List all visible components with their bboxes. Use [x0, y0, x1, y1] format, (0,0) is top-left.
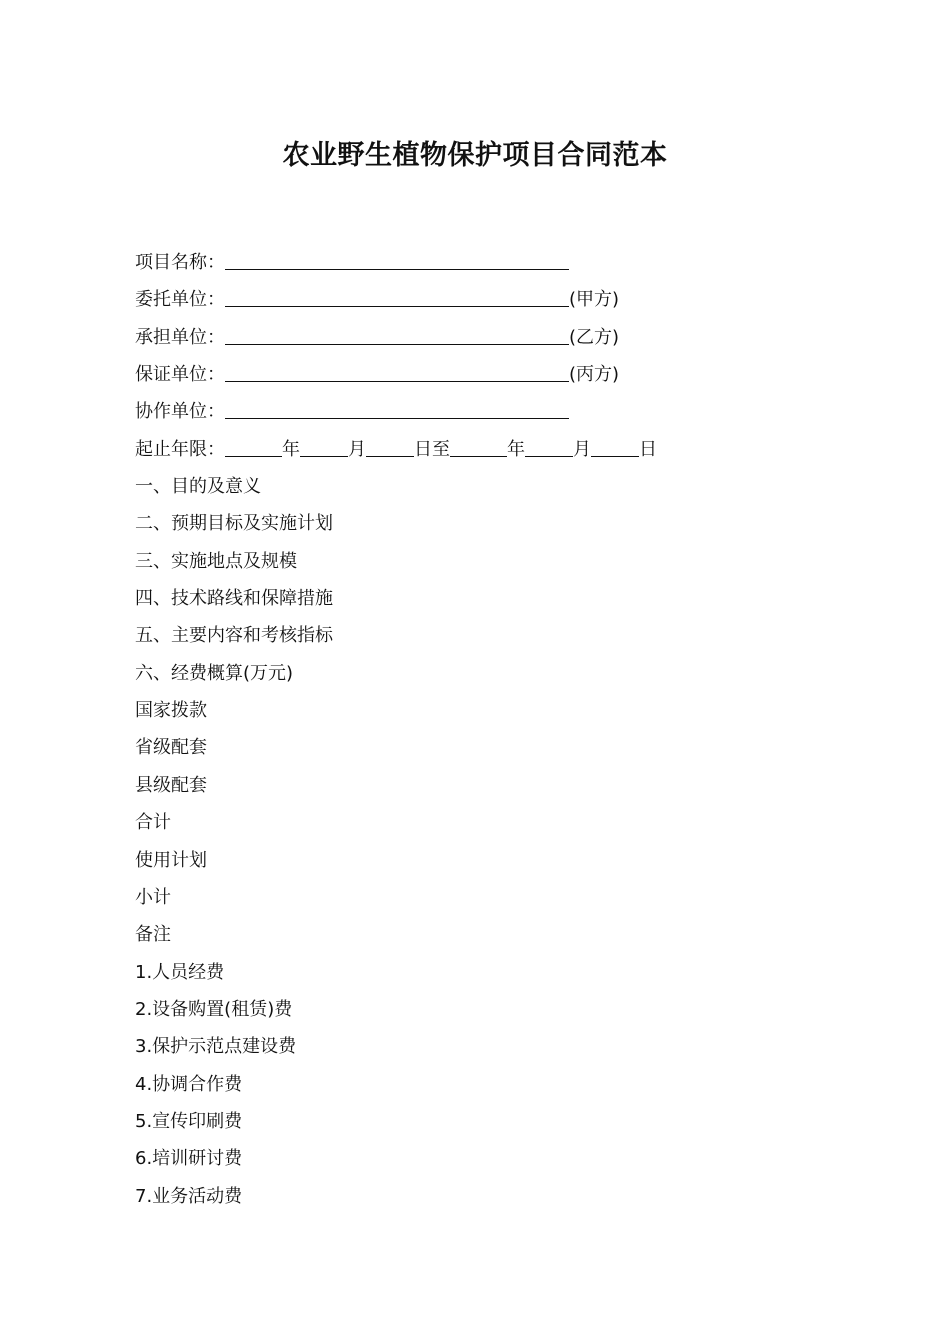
- cooperate-unit-label: 协作单位：: [135, 401, 225, 423]
- entrust-unit-row: [135, 281, 855, 318]
- end-day-blank[interactable]: [591, 438, 639, 457]
- expense-item: 3.保护示范点建设费: [135, 1036, 297, 1058]
- start-year-label: 年: [282, 438, 300, 460]
- project-name-blank[interactable]: [225, 251, 569, 270]
- end-month-blank[interactable]: [525, 438, 573, 457]
- budget-item: 省级配套: [135, 737, 207, 759]
- period-row: [135, 431, 855, 468]
- project-name-row: [135, 244, 855, 281]
- section-heading: 四、技术路线和保障措施: [135, 588, 333, 610]
- budget-item: 使用计划: [135, 849, 207, 871]
- budget-item: 备注: [135, 924, 171, 946]
- start-month-blank[interactable]: [300, 438, 348, 457]
- section-heading: 二、预期目标及实施计划: [135, 513, 333, 535]
- undertake-unit-label: 承担单位：: [135, 326, 225, 348]
- end-year-label: 年: [507, 438, 525, 460]
- end-day-label: 日: [639, 438, 657, 460]
- budget-item: 县级配套: [135, 774, 207, 796]
- undertake-unit-blank[interactable]: [225, 326, 569, 345]
- end-month-label: 月: [573, 438, 591, 460]
- budget-item: 合计: [135, 812, 171, 834]
- budget-item: 国家拨款: [135, 700, 207, 722]
- guarantee-unit-blank[interactable]: [225, 363, 569, 382]
- party-b-label: (乙方): [569, 326, 620, 348]
- document-title: 农业野生植物保护项目合同范本: [282, 140, 668, 171]
- party-c-label: (丙方): [569, 364, 620, 386]
- cooperate-unit-blank[interactable]: [225, 400, 569, 419]
- expense-item: 4.协调合作费: [135, 1073, 243, 1095]
- end-year-blank[interactable]: [450, 438, 507, 457]
- entrust-unit-blank[interactable]: [225, 288, 569, 307]
- start-day-to-label: 日至: [414, 438, 450, 460]
- entrust-unit-label: 委托单位：: [135, 289, 225, 311]
- cooperate-unit-row: [135, 393, 855, 430]
- start-day-blank[interactable]: [366, 438, 414, 457]
- start-month-label: 月: [348, 438, 366, 460]
- section-heading: 六、经费概算(万元): [135, 662, 294, 684]
- section-heading: 一、目的及意义: [135, 476, 261, 498]
- undertake-unit-row: [135, 319, 855, 356]
- contract-body: [135, 244, 855, 1215]
- party-a-label: (甲方): [569, 289, 620, 311]
- project-name-label: 项目名称：: [135, 252, 225, 273]
- section-heading: 五、主要内容和考核指标: [135, 625, 333, 647]
- expense-item: 7.业务活动费: [135, 1185, 243, 1207]
- section-heading: 三、实施地点及规模: [135, 550, 297, 572]
- guarantee-unit-row: [135, 356, 855, 393]
- expense-item: 5.宣传印刷费: [135, 1110, 243, 1132]
- guarantee-unit-label: 保证单位：: [135, 364, 225, 386]
- expense-item: 6.培训研讨费: [135, 1148, 243, 1170]
- period-label: 起止年限：: [135, 438, 225, 460]
- expense-item: 1.人员经费: [135, 961, 225, 983]
- start-year-blank[interactable]: [225, 438, 282, 457]
- budget-item: 小计: [135, 886, 171, 908]
- expense-item: 2.设备购置(租赁)费: [135, 998, 293, 1020]
